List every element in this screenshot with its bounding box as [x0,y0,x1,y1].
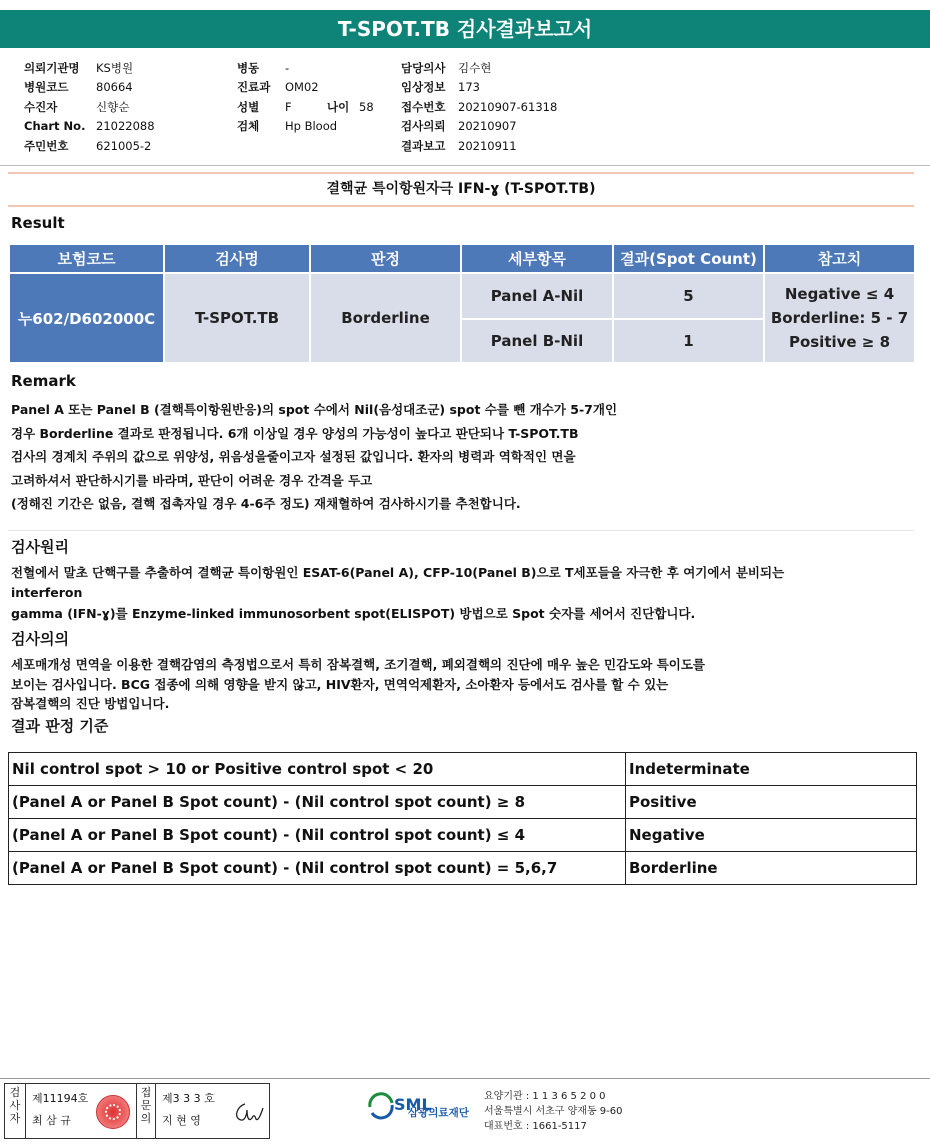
table-row [9,273,915,319]
divider [25,1084,26,1138]
confirm-id: 제3 3 3 호 [162,1092,215,1105]
value-institution: KS병원 [96,60,134,75]
result-table [8,243,916,364]
header-test-name: 검사명 [164,244,310,273]
logo-subtitle: 삼광의료재단 [408,1107,469,1119]
confirm-label: 접문의 [140,1086,152,1125]
principle-body [11,563,891,624]
header-judgement: 판정 [310,244,461,273]
value-clinical-info: 173 [458,80,480,95]
examiner-id: 제11194호 [32,1092,89,1105]
cell-reference [764,273,915,363]
info-col-2 [237,58,374,136]
section-title: 결핵균 특이항원자극 IFN-ɣ (T-SPOT.TB) [326,181,596,197]
label-resident-no: 주민번호 [24,138,69,153]
cell-count: 5 [613,273,764,319]
label-hospital-code: 병원코드 [24,80,69,95]
examiner-name: 최 삼 규 [32,1114,71,1127]
remark-title: Remark [11,372,76,390]
cell-test-name: T-SPOT.TB [164,273,310,363]
cell-count: 1 [613,319,764,363]
value-doctor: 김수현 [458,60,492,75]
significance-line: 보이는 검사입니다. BCG 접종에 의해 영향을 받지 않고, HIV환자, 면역억제환자, 소아환자 등에서도 검사를 할 수 있는 [11,676,669,692]
header-item: 세부항목 [461,244,613,273]
label-department: 진료과 [237,80,271,95]
principle-line: gamma (IFN-ɣ)를 Enzyme-linked immunosorbent spot(ELISPOT) 방법으로 Spot 숫자를 세어서 진단합니다. [11,606,696,621]
value-report-date: 20210911 [458,138,517,153]
criteria-condition: (Panel A or Panel B Spot count) - (Nil control spot count) = 5,6,7 [9,852,626,885]
remark-line: 경우 Borderline 결과로 판정됩니다. 6개 이상일 경우 양성의 가능성이 높다고 판단되나 T-SPOT.TB [11,425,579,441]
criteria-result: Positive [626,786,917,819]
result-header-row [9,244,915,273]
value-age: 58 [359,99,374,114]
signature-box [4,1083,270,1139]
reference-borderline: Borderline: 5 - 7 [770,309,909,327]
label-patient: 수진자 [24,99,58,114]
org-line: 대표번호 : 1661-5117 [484,1121,587,1132]
seal-icon [96,1095,130,1129]
cell-code: 누602/D602000C [9,273,164,363]
criteria-table [8,752,917,885]
principle-line: 전혈에서 말초 단핵구를 추출하여 결핵균 특이항원인 ESAT-6(Panel A), CFP-10(Panel B)으로 T세포들을 자극한 후 여기에서 분비되는 [11,565,785,580]
divider [8,530,914,531]
criteria-title: 결과 판정 기준 [11,717,109,735]
label-sex: 성별 [237,99,260,114]
reference-negative: Negative ≤ 4 [784,285,895,303]
criteria-result: Negative [626,819,917,852]
label-ward: 병동 [237,60,260,75]
label-receipt-no: 접수번호 [401,99,446,114]
org-line: 서울특별시 서초구 양재동 9-60 [484,1106,623,1117]
label-doctor: 담당의사 [401,60,446,75]
header-count: 결과(Spot Count) [613,244,764,273]
cell-item: Panel A-Nil [461,273,613,319]
table-row [9,819,917,852]
header-code: 보험코드 [9,244,164,273]
info-col-1 [24,58,155,156]
divider [136,1084,137,1138]
report-title: T-SPOT.TB 검사결과보고서 [0,10,930,48]
criteria-condition: Nil control spot > 10 or Positive control spot < 20 [9,753,626,786]
header-reference: 참고치 [764,244,915,273]
section-rule-top [8,172,914,174]
value-specimen: Hp Blood [285,119,338,134]
value-resident-no: 621005-2 [96,138,152,153]
confirm-name: 지 현 영 [162,1114,201,1127]
label-report-date: 결과보고 [401,138,446,153]
table-row [9,852,917,885]
patient-info [0,54,930,166]
remark-line: 고려하셔서 판단하시기를 바라며, 판단이 어려운 경우 간격을 두고 [11,472,373,488]
criteria-result: Indeterminate [626,753,917,786]
result-label: Result [11,214,65,232]
value-ward: - [285,60,290,75]
remark-line: 검사의 경계치 주위의 값으로 위양성, 위음성을줄이고자 설정된 값입니다. 환자의 병력과 역학적인 면을 [11,449,576,464]
org-info [484,1089,623,1134]
label-age: 나이 [327,99,350,114]
label-request-date: 검사의뢰 [401,119,446,134]
cell-item: Panel B-Nil [461,319,613,363]
table-row [9,753,917,786]
remark-line: (정해진 기간은 없음, 결핵 접촉자일 경우 4-6주 정도) 재채혈하여 검사하시기를 추천합니다. [11,496,521,511]
section-rule-bottom [8,205,914,207]
value-hospital-code: 80664 [96,80,133,95]
criteria-condition: (Panel A or Panel B Spot count) - (Nil control spot count) ≤ 4 [9,819,626,852]
remark-body [11,398,911,516]
principle-line: interferon [11,584,83,600]
info-col-3 [401,58,557,156]
value-sex: F [285,99,292,114]
significance-title: 검사의의 [11,630,69,648]
examiner-label: 검사자 [9,1086,21,1125]
signature-icon [231,1100,265,1126]
significance-line: 잠복결핵의 진단 방법입니다. [11,696,170,711]
org-line: 요양기관 : 1 1 3 6 5 2 0 0 [484,1091,606,1102]
criteria-condition: (Panel A or Panel B Spot count) - (Nil control spot count) ≥ 8 [9,786,626,819]
remark-line: Panel A 또는 Panel B (결핵특이항원반응)의 spot 수에서 Nil(음성대조군) spot 수를 뺀 개수가 5-7개인 [11,402,618,417]
cell-judgement: Borderline [310,273,461,363]
logo-text: SML [394,1095,432,1114]
criteria-result: Borderline [626,852,917,885]
principle-title: 검사원리 [11,538,69,556]
value-patient: 신향순 [96,99,130,114]
significance-body [11,655,891,714]
reference-positive: Positive ≥ 8 [788,333,891,351]
label-chart-no: Chart No. [24,119,86,134]
label-specimen: 검체 [237,119,260,134]
label-clinical-info: 임상정보 [401,80,446,95]
significance-line: 세포매개성 면역을 이용한 결핵감염의 측정법으로서 특히 잠복결핵, 조기결핵, 폐외결핵의 진단에 매우 높은 민감도와 특이도를 [11,657,705,672]
divider [155,1084,156,1138]
footer [0,1078,930,1145]
value-department: OM02 [285,80,319,95]
table-row [9,786,917,819]
value-request-date: 20210907 [458,119,517,134]
value-chart-no: 21022088 [96,119,155,134]
logo-mark-icon [366,1091,396,1121]
label-institution: 의뢰기관명 [24,60,80,75]
value-receipt-no: 20210907-61318 [458,99,558,114]
